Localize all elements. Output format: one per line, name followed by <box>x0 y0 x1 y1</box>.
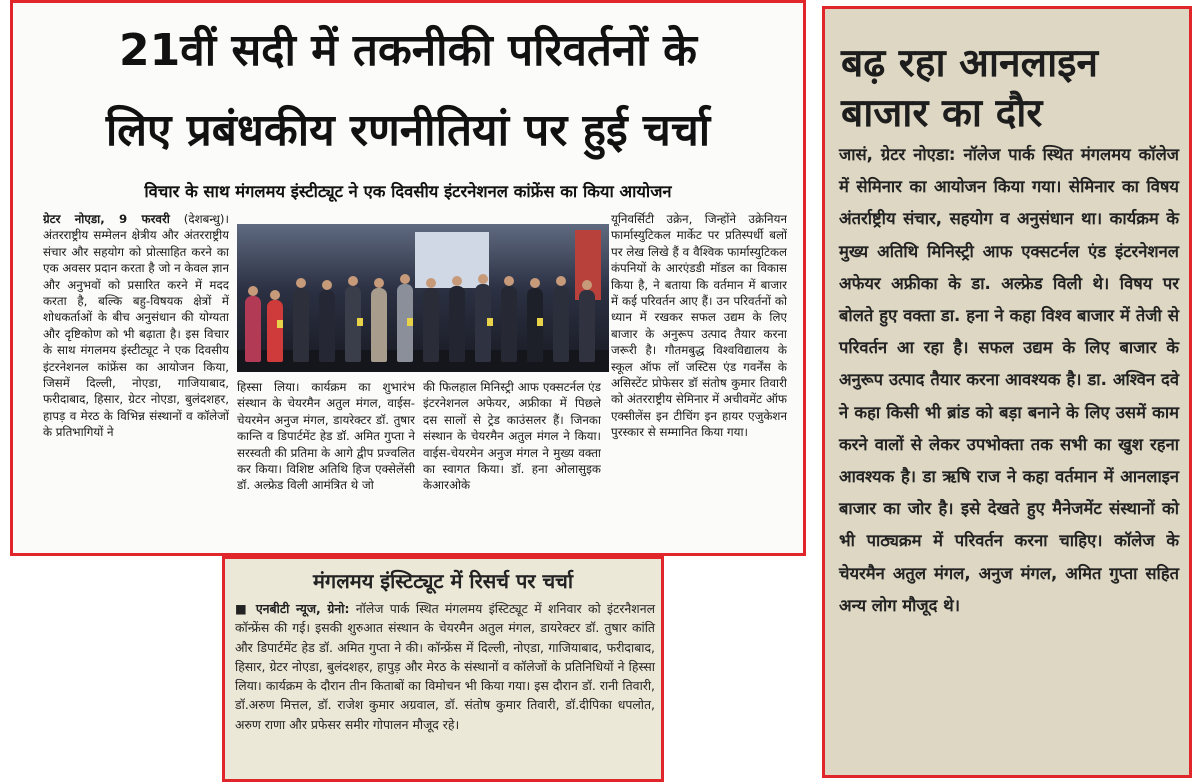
news-clipping-nbt <box>222 556 664 782</box>
person-figure <box>423 288 439 362</box>
person-figure <box>553 286 569 362</box>
article-column-1 <box>43 211 229 551</box>
column-1-text: (देशबन्धु)। अंतरराष्ट्रीय सम्मेलन क्षेत्रीय और अंतरराष्ट्रीय संचार और सहयोग को प्रोत्साहित करने का एक अवसर प्रदान करता है जो न केवल ज्ञान और अनुभवों को प्रसारित करने में मदद करता है, बल्कि बहु-विषयक क्षेत्रों में शोधकर्ताओं के बीच अनुसंधान की योग्यता और दृष्टिकोण को भी बढ़ाता है। इस विचार के साथ मंगलमय इंस्टीट्यूट ने एक दिवसीय इंटरनेशनल कांफ्रेंस का आयोजन किया, जिसमें दिल्ली, नोएडा, गाजियाबाद, फरीदाबाद, हिसार, ग्रेटर नोएडा, बुलंदशहर, हापड़ व मेरठ के विभिन्न संस्थानों व कॉलेजों के प्रतिभागियों ने <box>43 212 229 440</box>
body-text: नॉलेज पार्क स्थित मंगलमय इंस्टिट्यूट में शनिवार को इंटरनैशनल कॉन्फ्रेंस की गई। इसकी शुरुआत संस्थान के चेयरमैन अतुल मंगल, डायरेक्टर डॉ. तुषार कांति और डिपार्टमेंट हेड डॉ. अमित गुप्ता ने की। कॉन्फ्रेंस में दिल्ली, नोएडा, गाजियाबाद, फरीदाबाद, हिसार, ग्रेटर नोएडा, बुलंदशहर, हापुड़ और मेरठ के संस्थानों व कॉलेजों के प्रतिनिधियों ने हिस्सा लिया। कार्यक्रम के दौरान तीन किताबों का विमोचन भी किया गया। इस दौरान डॉ. रानी तिवारी, डॉ.अरुण मित्तल, डॉ. राजेश कुमार अग्रवाल, डॉ. संतोष कुमार तिवारी, डॉ.दीपिका धपलोत, अरुण राणा और प्रफेसर समीर गोपालन मौजूद रहे। <box>235 601 655 732</box>
byline: एनबीटी न्यूज, ग्रेनो: <box>255 601 350 616</box>
person-figure <box>293 288 309 362</box>
event-photo <box>237 224 609 372</box>
person-figure <box>245 296 261 362</box>
news-clipping-deshbandhu <box>10 0 806 556</box>
person-figure <box>449 286 465 362</box>
article-column-2 <box>237 379 415 551</box>
subheadline: विचार के साथ मंगलमय इंस्टीट्यूट ने एक दिवसीय इंटरनेशनल कांफ्रेंस का किया आयोजन <box>144 182 672 201</box>
dateline: ग्रेटर नोएडा, 9 फरवरी <box>43 212 170 226</box>
person-figure <box>267 300 283 362</box>
person-figure <box>501 286 517 362</box>
article-column-4 <box>611 211 787 551</box>
article-column-3 <box>423 379 601 551</box>
headline-line-1: बढ़ रहा आनलाइन <box>841 41 1098 86</box>
headline: मंगलमय इंस्टिट्यूट में रिसर्च पर चर्चा <box>312 569 574 593</box>
column-4-text: यूनिवर्सिटी उक्रेन, जिन्होंने उक्रेनियन फार्मास्युटिकल मार्केट पर प्रतिस्पर्धी बलों पर लेख लिखे हैं व वैश्विक फार्मास्युटिकल कंपनियों के आरएंडडी मॉडल का विकास किया है, ने बताया कि वर्तमान में बाजार में कई परिवर्तन आए हैं। उन परिवर्तनों को ध्यान में रखकर सफल उद्यम के लिए बाजार के अनुरूप उत्पाद तैयार करना जरूरी है। गौतमबुद्ध विश्वविद्यालय के स्कूल ऑफ लॉ जस्टिस एंड गवर्नेंस के असिस्टेंट प्रोफेसर डॉ संतोष कुमार तिवारी को अंतरराष्ट्रीय सेमिनार में अचीवमेंट ऑफ एक्सीलेंस इन टीचिंग इन हायर एजुकेशन पुरस्कार से सम्मानित किया गया। <box>611 212 787 440</box>
person-figure <box>579 290 595 362</box>
headline-line-2: लिए प्रबंधकीय रणनीतियां पर हुई चर्चा <box>105 105 711 156</box>
lead-marker: ■ <box>235 601 256 616</box>
article-body <box>235 599 655 734</box>
headline-line-1: 21वीं सदी में तकनीकी परिवर्तनों के <box>119 25 697 76</box>
headline-line-2: बाजार का दौर <box>841 91 1043 136</box>
news-clipping-jagran <box>822 6 1192 778</box>
person-figure <box>371 288 387 362</box>
article-body: जासं, ग्रेटर नोएडा: नॉलेज पार्क स्थित मंगलमय कॉलेज में सेमिनार का आयोजन किया गया। सेमिनार का विषय अंतर्राष्ट्रीय संचार, सहयोग व अनुसंधान था। कार्यक्रम के मुख्य अतिथि मिनिस्ट्री आफ एक्सटर्नल एंड इंटरनेशनल अफेयर अफ्रीका के डा. अल्फ्रेड विली थे। विषय पर बोलते हुए वक्ता डा. हना ने कहा विश्व बाजार में तेजी से परिवर्तन आ रहा है। सफल उद्यम के लिए बाजार के अनुरूप उत्पाद तैयार करना आवश्यक है। डा. अश्विन दवे ने कहा किसी भी ब्रांड को बड़ा बनाने के लिए उसमें काम करने वालों से लेकर उपभोक्ता तक सभी का खुश रहना आवश्यक है। डा ऋषि राज ने कहा वर्तमान में आनलाइन बाजार का जोर है। इसे देखते हुए मैनेजमेंट संस्थानों को भी पाठ्यक्रम में परिवर्तन करना चाहिए। कॉलेज के चेयरमैन अतुल मंगल, अनुज मंगल, अमित गुप्ता सहित अन्य लोग मौजूद थे। <box>839 145 1179 615</box>
column-2-text: हिस्सा लिया। कार्यक्रम का शुभारंभ संस्थान के चेयरमैन अतुल मंगल, वाईस-चेयरमेन अनुज मंगल, डायरेक्टर डॉ. तुषार कान्ति व डिपार्टमेंट हेड डॉ. अमित गुप्ता ने सरस्वती की प्रतिमा के आगे द्वीप प्रज्वलित कर किया। विशिष्ट अतिथि हिज एक्सेलेंसी डॉ. अल्फ्रेड विली आमंत्रित थे जो <box>237 380 415 493</box>
column-3-text: की फिलहाल मिनिस्ट्री आफ एक्सटर्नल एंड इंटरनेशनल अफेयर, अफ्रीका में पिछले दस सालों से ट्रेड काउंसलर हैं। जिनका संस्थान के चेयरमैन अतुल मंगल ने किया। वाईस-चेयरमेन अनुज मंगल ने मुख्य वक्ता का स्वागत किया। डॉ. हना ओलासुइक केआरओके <box>423 380 601 493</box>
person-figure <box>319 290 335 362</box>
